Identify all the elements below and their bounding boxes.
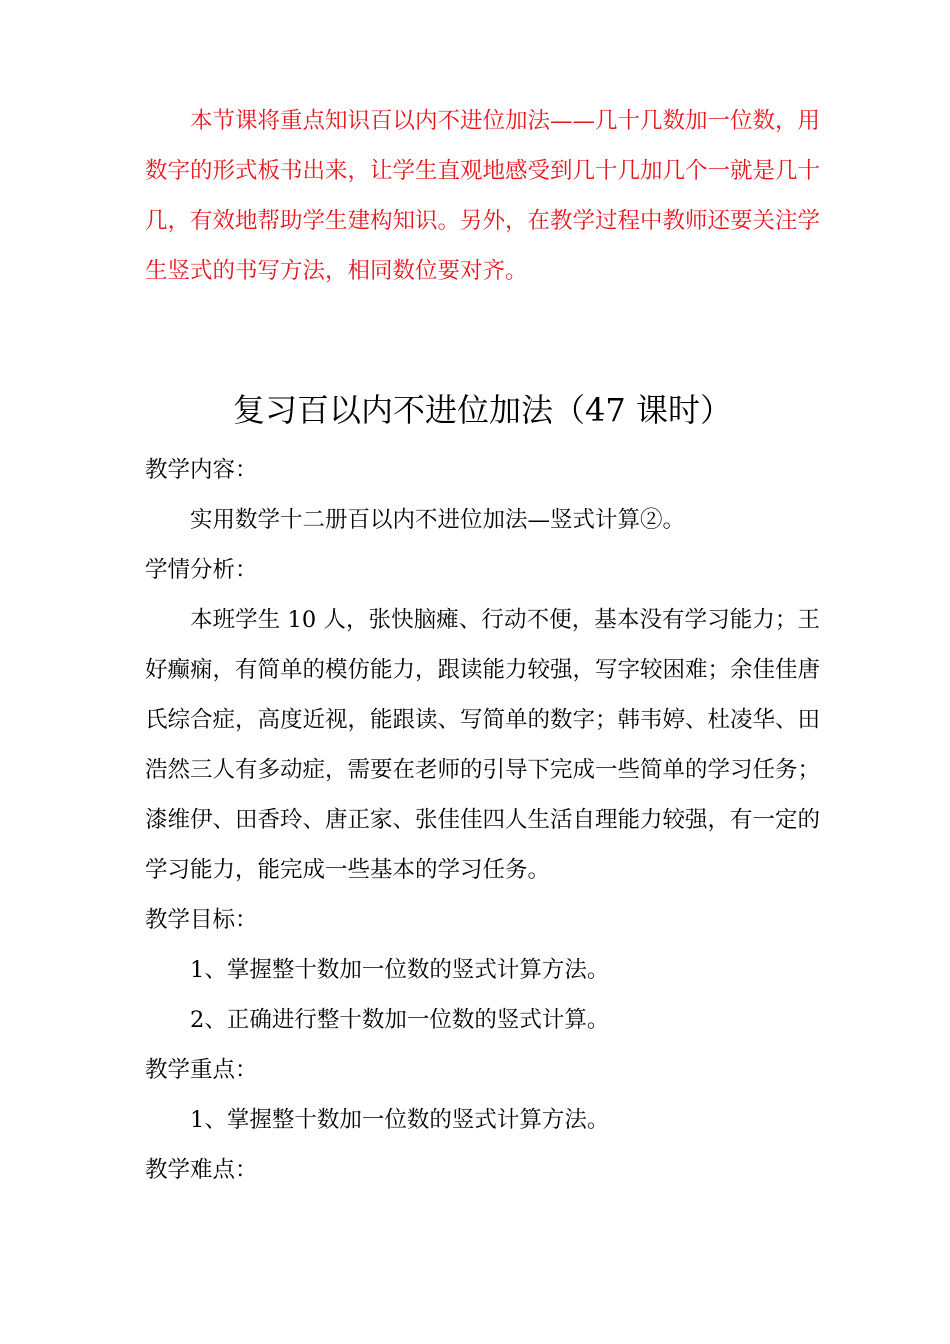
goal-item: 2、正确进行整十数加一位数的竖式计算。 (190, 1007, 610, 1033)
analysis-heading: 学情分析： (145, 557, 258, 583)
lesson-title: 复习百以内不进位加法（47 课时） (233, 391, 732, 429)
content-text: 实用数学十二册百以内不进位加法—竖式计算②。 (190, 507, 686, 533)
key-point-item: 1、掌握整十数加一位数的竖式计算方法。 (190, 1107, 610, 1133)
analysis-text: 本班学生 10 人，张快脑瘫、行动不便，基本没有学习能力；王好癫痫，有简单的模仿能力，跟读能力较强，写字较困难；余佳佳唐氏综合症，高度近视，能跟读、写简单的数字；韩韦婷、杜凌华、田浩然三人有多动症，需要在老师的引导下完成一些简单的学习任务；漆维伊、田香玲、唐正家、张佳佳四人生活自理能力较强，有一定的学习能力，能完成一些基本的学习任务。 (145, 607, 821, 883)
difficult-heading: 教学难点： (145, 1157, 258, 1183)
content-heading: 教学内容： (145, 457, 258, 483)
goal-item: 1、掌握整十数加一位数的竖式计算方法。 (190, 957, 610, 983)
intro-paragraph: 本节课将重点知识百以内不进位加法——几十几数加一位数，用数字的形式板书出来，让学生直观地感受到几十几加几个一就是几十几，有效地帮助学生建构知识。另外，在教学过程中教师还要关注学生竖式的书写方法，相同数位要对齐。 (145, 108, 821, 284)
key-heading: 教学重点： (145, 1057, 258, 1083)
goals-heading: 教学目标： (145, 907, 258, 933)
lesson-body (145, 445, 820, 1195)
